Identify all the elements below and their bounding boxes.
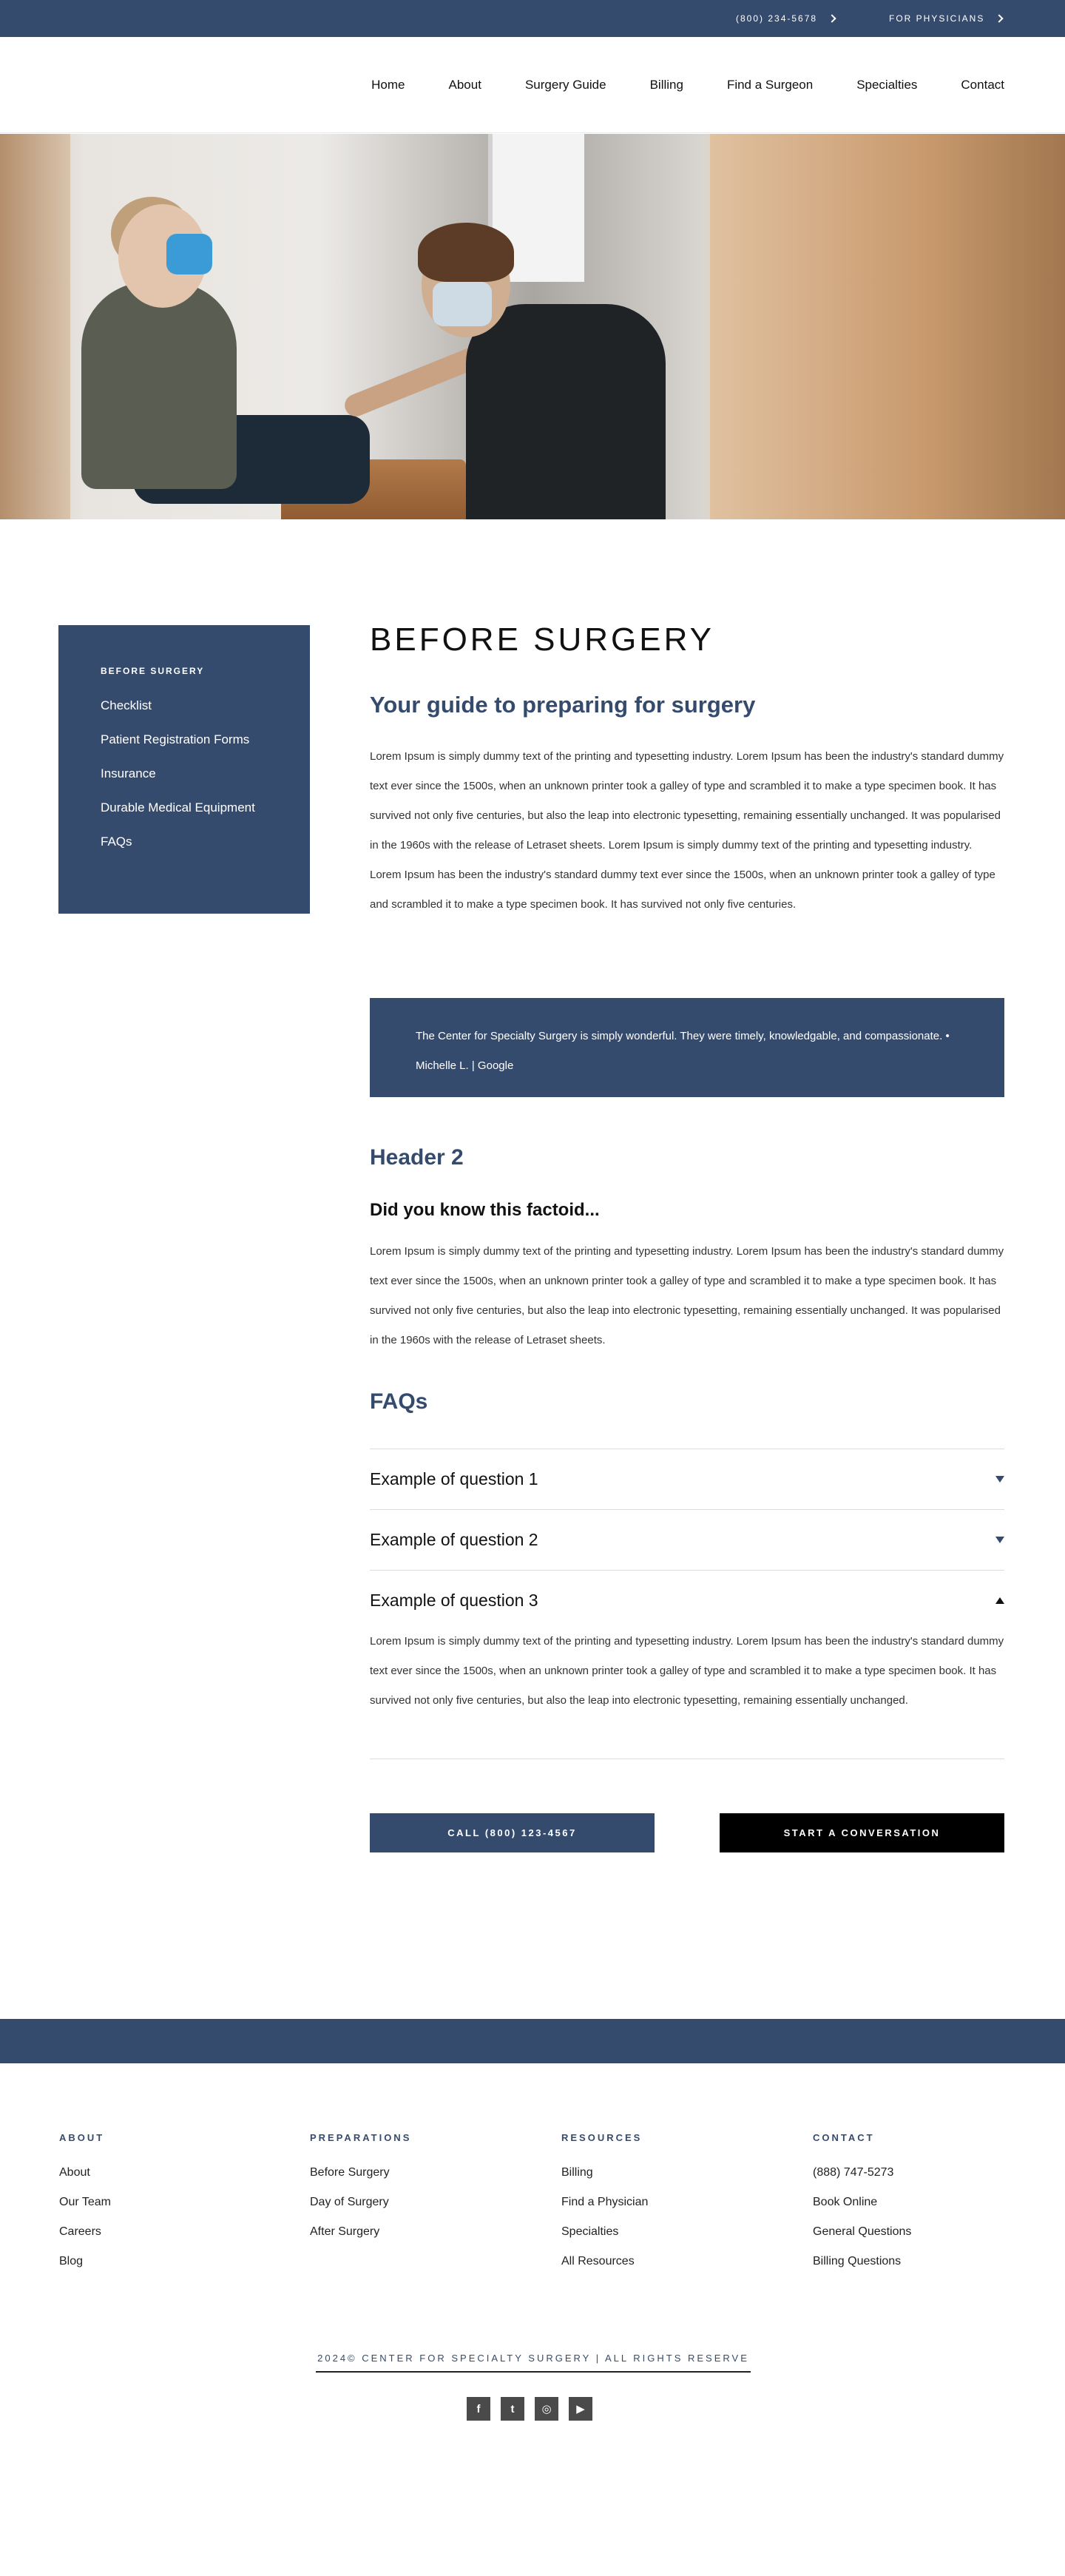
footer-link[interactable]: General Questions <box>813 2225 912 2238</box>
footer-link[interactable]: Day of Surgery <box>310 2196 389 2208</box>
hero-doctor <box>466 304 666 519</box>
footer-link[interactable]: Before Surgery <box>310 2166 390 2179</box>
topbar-phone-link[interactable] <box>736 0 835 37</box>
chevron-right-icon <box>995 14 1004 22</box>
nav-item-contact[interactable]: Contact <box>961 78 1004 92</box>
intro-paragraph: Lorem Ipsum is simply dummy text of the printing and typesetting industry. Lorem Ipsum has been the industry's standard dummy text ever since the 1500s, when an unknown printer took a galley of type and scrambled it to make a type specimen book. It has survived not only five centuries, but also the leap into electronic typesetting, remaining essentially unchanged. It was popularised in the 1960s with the release of Letraset sheets. Lorem Ipsum is simply dummy text of the printing and typesetting industry. Lorem Ipsum has been the industry's standard dummy text ever since the 1500s, when an unknown printer took a galley of type and scrambled it to make a type specimen book. It has survived not only five centuries. <box>370 750 1004 911</box>
topbar-physicians-link[interactable] <box>889 0 1002 37</box>
nav-item-specialties[interactable]: Specialties <box>856 78 918 92</box>
page-title: BEFORE SURGERY <box>370 621 714 658</box>
hero-doctor-arm <box>342 344 487 420</box>
nav-item-home[interactable]: Home <box>371 78 405 92</box>
sidebar-item-checklist[interactable]: Checklist <box>101 698 152 712</box>
footer-column-contact <box>813 2132 1035 2284</box>
facebook-icon[interactable]: f <box>467 2397 490 2421</box>
sidebar <box>58 625 310 914</box>
twitter-icon[interactable]: t <box>501 2397 524 2421</box>
sidebar-item-faqs[interactable]: FAQs <box>101 834 132 849</box>
topbar-physicians: FOR PHYSICIANS <box>889 13 985 24</box>
testimonial-text: The Center for Specialty Surgery is simply wonderful. They were timely, knowledgable, and compassionate. • Michelle L. | Google <box>416 1030 950 1072</box>
hero-image <box>0 134 1065 519</box>
nav-item-billing[interactable]: Billing <box>649 78 683 92</box>
sidebar-item-medical-equipment[interactable]: Durable Medical Equipment <box>101 800 255 815</box>
call-button-label: CALL (800) 123-4567 <box>447 1827 577 1838</box>
footer-link[interactable]: All Resources <box>561 2255 635 2268</box>
factoid-heading: Did you know this factoid... <box>370 1200 600 1220</box>
footer-link[interactable]: Find a Physician <box>561 2196 649 2208</box>
triangle-down-icon <box>995 1476 1004 1483</box>
hero-doctor-mask <box>433 282 492 326</box>
footer-column-about <box>59 2132 281 2284</box>
topbar-phone: (800) 234-5678 <box>736 13 818 24</box>
copyright: 2024© CENTER FOR SPECIALTY SURGERY | ALL RIGHTS RESERVE <box>316 2353 751 2373</box>
footer-column-preparations <box>310 2132 532 2254</box>
footer-link[interactable]: After Surgery <box>310 2225 380 2238</box>
faq-question-text: Example of question 2 <box>370 1530 538 1549</box>
footer-link[interactable]: Book Online <box>813 2196 878 2208</box>
footer-link[interactable]: Specialties <box>561 2225 619 2238</box>
faq-answer-3: Lorem Ipsum is simply dummy text of the printing and typesetting industry. Lorem Ipsum has been the industry's standard dummy text ever since the 1500s, when an unknown printer took a galley of type and scrambled it to make a type specimen book. It has survived not only five centuries, but also the leap into electronic typesetting, remaining essentially unchanged. <box>370 1635 1004 1707</box>
sidebar-heading: BEFORE SURGERY <box>101 666 205 676</box>
triangle-down-icon <box>995 1537 1004 1543</box>
faq-heading: FAQs <box>370 1389 428 1414</box>
hero-patient-mask <box>166 234 212 274</box>
footer-link[interactable]: Blog <box>59 2255 84 2268</box>
faq-question-text: Example of question 1 <box>370 1469 538 1488</box>
footer-link[interactable]: About <box>59 2166 90 2179</box>
footer-link[interactable]: Billing <box>561 2166 593 2179</box>
footer-link[interactable]: Our Team <box>59 2196 111 2208</box>
start-conversation-label: START A CONVERSATION <box>783 1827 941 1838</box>
youtube-icon[interactable]: ▶ <box>569 2397 592 2421</box>
main-nav <box>0 37 1065 133</box>
footer-link[interactable]: (888) 747-5273 <box>813 2166 894 2179</box>
sidebar-item-registration-forms[interactable]: Patient Registration Forms <box>101 732 250 746</box>
call-button[interactable] <box>370 1813 655 1852</box>
hero-wall <box>0 134 70 519</box>
testimonial-quote <box>370 998 1004 1097</box>
footer-column-resources <box>561 2132 783 2284</box>
chevron-right-icon <box>828 14 836 22</box>
nav-item-about[interactable]: About <box>448 78 481 92</box>
faq-question-1[interactable] <box>370 1449 1004 1509</box>
faq-question-text: Example of question 3 <box>370 1591 538 1610</box>
faq-question-2[interactable] <box>370 1509 1004 1570</box>
hero-patient <box>81 282 237 489</box>
sidebar-item-insurance[interactable]: Insurance <box>101 766 156 780</box>
top-bar <box>0 0 1065 37</box>
footer-link[interactable]: Billing Questions <box>813 2255 902 2268</box>
header-2: Header 2 <box>370 1145 464 1170</box>
nav-item-surgery-guide[interactable]: Surgery Guide <box>524 78 606 92</box>
page-subtitle: Your guide to preparing for surgery <box>370 692 756 718</box>
hero-doctor-hair <box>418 223 514 282</box>
start-conversation-button[interactable] <box>720 1813 1004 1852</box>
instagram-icon[interactable]: ◎ <box>535 2397 558 2421</box>
body-paragraph: Lorem Ipsum is simply dummy text of the printing and typesetting industry. Lorem Ipsum has been the industry's standard dummy text ever since the 1500s, when an unknown printer took a galley of type and scrambled it to make a type specimen book. It has survived not only five centuries, but also the leap into electronic typesetting, remaining essentially unchanged. It was popularised in the 1960s with the release of Letraset sheets. <box>370 1245 1004 1346</box>
triangle-up-icon <box>995 1597 1004 1604</box>
footer-link[interactable]: Careers <box>59 2225 101 2238</box>
footer-heading: ABOUT <box>59 2132 105 2143</box>
faq-question-3[interactable] <box>370 1570 1004 1631</box>
footer-heading: PREPARATIONS <box>310 2132 412 2143</box>
nav-item-find-a-surgeon[interactable]: Find a Surgeon <box>726 78 814 92</box>
footer-heading: RESOURCES <box>561 2132 643 2143</box>
footer-band <box>0 2019 1065 2063</box>
footer-heading: CONTACT <box>813 2132 875 2143</box>
social-links <box>467 2397 592 2421</box>
hero-door <box>710 134 1065 519</box>
